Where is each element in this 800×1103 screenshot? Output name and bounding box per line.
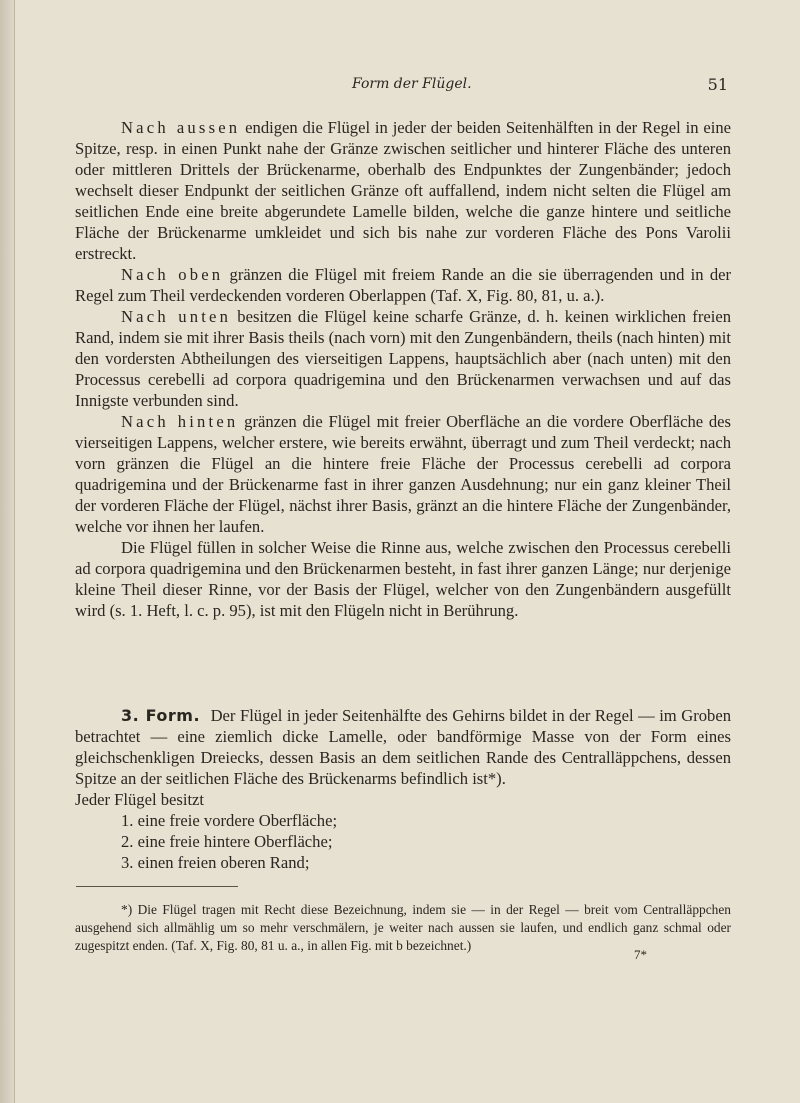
paragraph-lead: Nach oben	[121, 265, 224, 284]
section-paragraph	[75, 705, 731, 789]
section-text: Der Flügel in jeder Seitenhälfte des Gehirns bildet in der Regel — im Groben betrachtet — eine ziemlich dicke Lamelle, oder bandförmige Masse von der Form eines gleichschenkligen Dreiecks, dessen Basis an dem seitlichen Rande des Centralläppchens, dessen Spitze an der seitlichen Fläche des Brückenarms befindlich ist*).	[75, 706, 731, 788]
page-binding-edge	[0, 0, 15, 1103]
list-item: 2. eine freie hintere Oberfläche;	[121, 832, 333, 851]
section-intro-line: Jeder Flügel besitzt	[75, 790, 205, 809]
footnote	[75, 901, 731, 955]
footnote-text: *) Die Flügel tragen mit Recht diese Bezeichnung, indem sie — in der Regel — breit vom Centralläppchen ausgehend sich allmählig um so mehr verschmälern, je weiter nach aussen sie laufen, und endlich ganz schmal oder zugespitzt enden. (Taf. X, Fig. 80, 81 u. a., in allen Fig. mit b bezeichnet.)	[75, 902, 731, 953]
paragraph-lead: Nach aussen	[121, 118, 241, 137]
list-item: 1. eine freie vordere Oberfläche;	[121, 811, 338, 830]
page-number: 51	[707, 75, 728, 94]
paragraph	[75, 537, 731, 621]
running-title: Form der Flügel.	[352, 76, 472, 92]
paragraph-text: gränzen die Flügel mit freier Oberfläche an die vordere Oberfläche des vierseitigen Lappens, welcher erstere, wie bereits erwähnt, überragt und zum Theil verdeckt; nach vorn gränzen die Flügel an die hintere freie Fläche der Processus cerebelli ad corpora quadrigemina und der Brückenarme fast in ihrer ganzen Ausdehnung; nur ein ganz kleiner Theil der vorderen Fläche der Flügel, nächst ihrer Basis, gränzt an die hintere Fläche der Zungenbänder, welche vor ihnen her laufen.	[75, 412, 731, 536]
paragraph-text: endigen die Flügel in jeder der beiden Seitenhälften in der Regel in eine Spitze, resp. in einen Punkt nahe der Gränze zwischen seitlicher und hinterer Fläche des unteren oder mittleren Drittels der Brückenarme, oberhalb des Endpunktes der Zungenbänder; jedoch wechselt dieser Endpunkt der seitlichen Gränze oft auffallend, indem nicht selten die Flügel am seitlichen Ende eine breite abgerundete Lamelle bilden, welche die ganze hintere und seitliche Fläche der Brückenarme umkleidet und sich bis nahe zur vorderen Fläche des Pons Varolii erstreckt.	[75, 118, 731, 263]
section-form	[75, 705, 731, 873]
signature-mark: 7*	[634, 947, 647, 962]
paragraph	[75, 411, 731, 537]
footnote-divider	[76, 886, 238, 887]
paragraph	[75, 306, 731, 411]
paragraph	[75, 117, 731, 264]
paragraph	[75, 264, 731, 306]
paragraph-lead: Nach unten	[121, 307, 232, 326]
paragraph-text: besitzen die Flügel keine scharfe Gränze, d. h. keinen wirklichen freien Rand, indem sie mit ihrer Basis theils (nach vorn) mit den Zungenbändern, theils (nach hinten) mit den vordersten Abtheilungen des vierseitigen Lappens, hauptsächlich aber (nach unten) mit den Processus cerebelli ad corpora quadrigemina und den Brückenarmen verwachsen und auf das Innigste verbunden sind.	[75, 307, 731, 410]
list-item: 3. einen freien oberen Rand;	[121, 853, 310, 872]
paragraph-text: Die Flügel füllen in solcher Weise die Rinne aus, welche zwischen den Processus cerebelli ad corpora quadrigemina und den Brückenarmen besteht, in fast ihrer ganzen Länge; nur derjenige kleine Theil dieser Rinne, vor der Basis der Flügel, welcher von den Zungenbändern ausgefüllt wird (s. 1. Heft, l. c. p. 95), ist mit den Flügeln nicht in Berührung.	[75, 538, 731, 620]
paragraph-lead: Nach hinten	[121, 412, 239, 431]
page-header	[0, 76, 800, 98]
body-text	[75, 117, 731, 621]
section-heading: 3. Form.	[121, 706, 201, 725]
paragraph-text: gränzen die Flügel mit freiem Rande an die sie überragenden und in der Regel zum Theil verdeckenden vorderen Oberlappen (Taf. X, Fig. 80, 81, u. a.).	[75, 265, 732, 305]
